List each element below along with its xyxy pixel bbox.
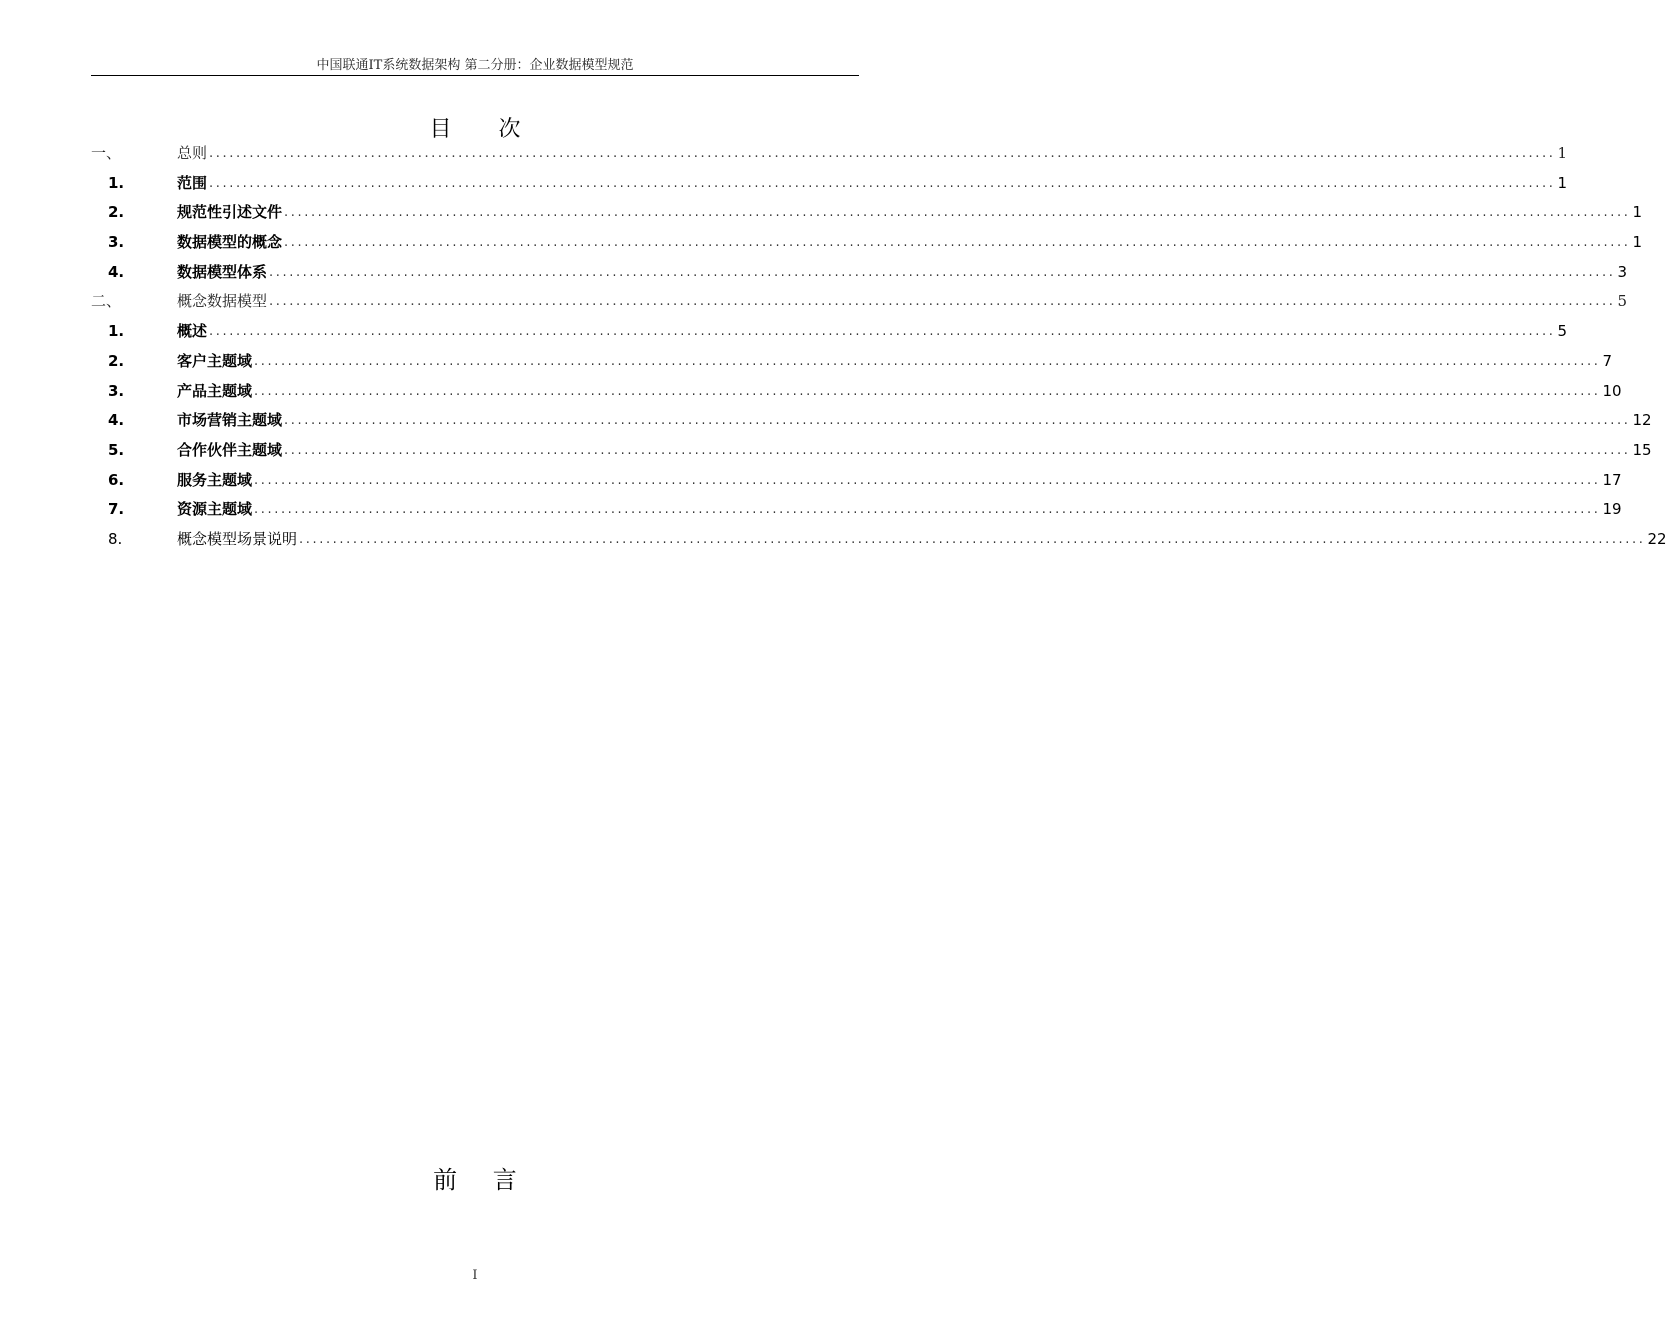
toc-leader-dots: ........................................................................................................................................................................................................ <box>299 531 1646 547</box>
toc-entry[interactable] <box>91 287 1628 317</box>
toc-entry-number: 一、 <box>91 144 122 162</box>
toc-entry-page: 17 <box>1602 470 1622 489</box>
toc-entry-page: 10 <box>1602 381 1622 400</box>
toc-leader-dots: ........................................................................................................................................................................................................ <box>254 383 1601 399</box>
toc-entry[interactable] <box>91 228 1643 258</box>
toc-entry-page: 12 <box>1632 411 1652 430</box>
toc-leader-dots: ........................................................................................................................................................................................................ <box>284 205 1631 221</box>
toc-entry-label: 数据模型的概念 <box>177 233 283 252</box>
toc-entry-number: 7. <box>108 500 125 519</box>
toc-leader-dots: ........................................................................................................................................................................................................ <box>254 353 1601 369</box>
toc-title: 目 次 <box>429 117 541 142</box>
toc-entry-label: 市场营销主题域 <box>177 411 283 430</box>
toc-entry-page: 1 <box>1632 233 1643 252</box>
toc-leader-dots: ........................................................................................................................................................................................................ <box>284 235 1631 251</box>
toc-entry-label: 合作伙伴主题域 <box>177 440 283 459</box>
toc-leader-dots: ........................................................................................................................................................................................................ <box>269 294 1616 310</box>
toc-leader-dots: ........................................................................................................................................................................................................ <box>284 413 1631 429</box>
toc-entry-number: 二、 <box>91 292 122 311</box>
running-header: 中国联通IT系统数据架构 第二分册：企业数据模型规范 <box>91 56 859 76</box>
toc-entry[interactable] <box>91 525 1667 555</box>
toc-entry-number: 4. <box>108 411 125 430</box>
toc-entry-number: 8. <box>108 529 123 548</box>
toc-entry[interactable] <box>91 317 1568 347</box>
toc-entry-label: 数据模型体系 <box>177 262 268 281</box>
toc-entry-number: 3. <box>108 381 125 400</box>
toc-entry-number: 2. <box>108 351 125 370</box>
toc-entry[interactable] <box>91 198 1643 228</box>
toc-entry-number: 6. <box>108 470 125 489</box>
toc-entry-number: 1. <box>108 173 125 192</box>
toc-leader-dots: ........................................................................................................................................................................................................ <box>209 146 1556 161</box>
page-number: I <box>472 1268 478 1283</box>
toc-entry-number: 3. <box>108 233 125 252</box>
toc-entry-label: 产品主题域 <box>177 381 253 400</box>
toc-entry[interactable] <box>91 258 1628 288</box>
toc-entry-label: 概述 <box>177 322 208 341</box>
toc-entry[interactable] <box>91 169 1568 199</box>
toc-entry-number: 4. <box>108 262 125 281</box>
toc-entry-page: 5 <box>1617 292 1628 311</box>
toc-entry-number: 1. <box>108 322 125 341</box>
toc-entry-number: 2. <box>108 203 125 222</box>
toc-entry-label: 总则 <box>177 144 208 162</box>
toc-leader-dots: ........................................................................................................................................................................................................ <box>254 472 1601 488</box>
toc-entry[interactable] <box>91 406 1652 436</box>
toc-entry-label: 概念模型场景说明 <box>177 529 298 548</box>
toc-leader-dots: ........................................................................................................................................................................................................ <box>284 442 1631 458</box>
toc-entry-page: 5 <box>1557 322 1568 341</box>
toc-leader-dots: ........................................................................................................................................................................................................ <box>269 264 1616 280</box>
toc-leader-dots: ........................................................................................................................................................................................................ <box>254 502 1601 518</box>
toc-entry-label: 服务主题域 <box>177 470 253 489</box>
toc-entry[interactable] <box>91 377 1622 407</box>
toc-entry-page: 22 <box>1647 529 1667 548</box>
toc-entry-label: 资源主题域 <box>177 500 253 519</box>
toc-entry-label: 规范性引述文件 <box>177 203 283 222</box>
toc-entry-label: 概念数据模型 <box>177 292 268 311</box>
toc-entry-page: 1 <box>1632 203 1643 222</box>
toc-entry[interactable] <box>91 347 1613 377</box>
toc-entry[interactable] <box>91 466 1622 496</box>
toc-entry-label: 客户主题域 <box>177 351 253 370</box>
toc-entry-page: 1 <box>1557 173 1568 192</box>
toc-entry[interactable] <box>91 436 1652 466</box>
toc-entry[interactable] <box>91 495 1622 525</box>
toc-entry-page: 7 <box>1602 351 1613 370</box>
toc-leader-dots: ........................................................................................................................................................................................................ <box>209 175 1556 191</box>
toc-entry[interactable] <box>91 139 1568 169</box>
toc-entry-page: 19 <box>1602 500 1622 519</box>
toc-entry-number: 5. <box>108 440 125 459</box>
toc-entry-page: 15 <box>1632 440 1652 459</box>
toc-entry-page: 1 <box>1557 144 1568 162</box>
toc-entry-label: 范围 <box>177 173 208 192</box>
toc-leader-dots: ........................................................................................................................................................................................................ <box>209 324 1556 340</box>
preface-heading: 前 言 <box>433 1166 531 1194</box>
toc-entry-page: 3 <box>1617 262 1628 281</box>
table-of-contents <box>91 139 1667 555</box>
